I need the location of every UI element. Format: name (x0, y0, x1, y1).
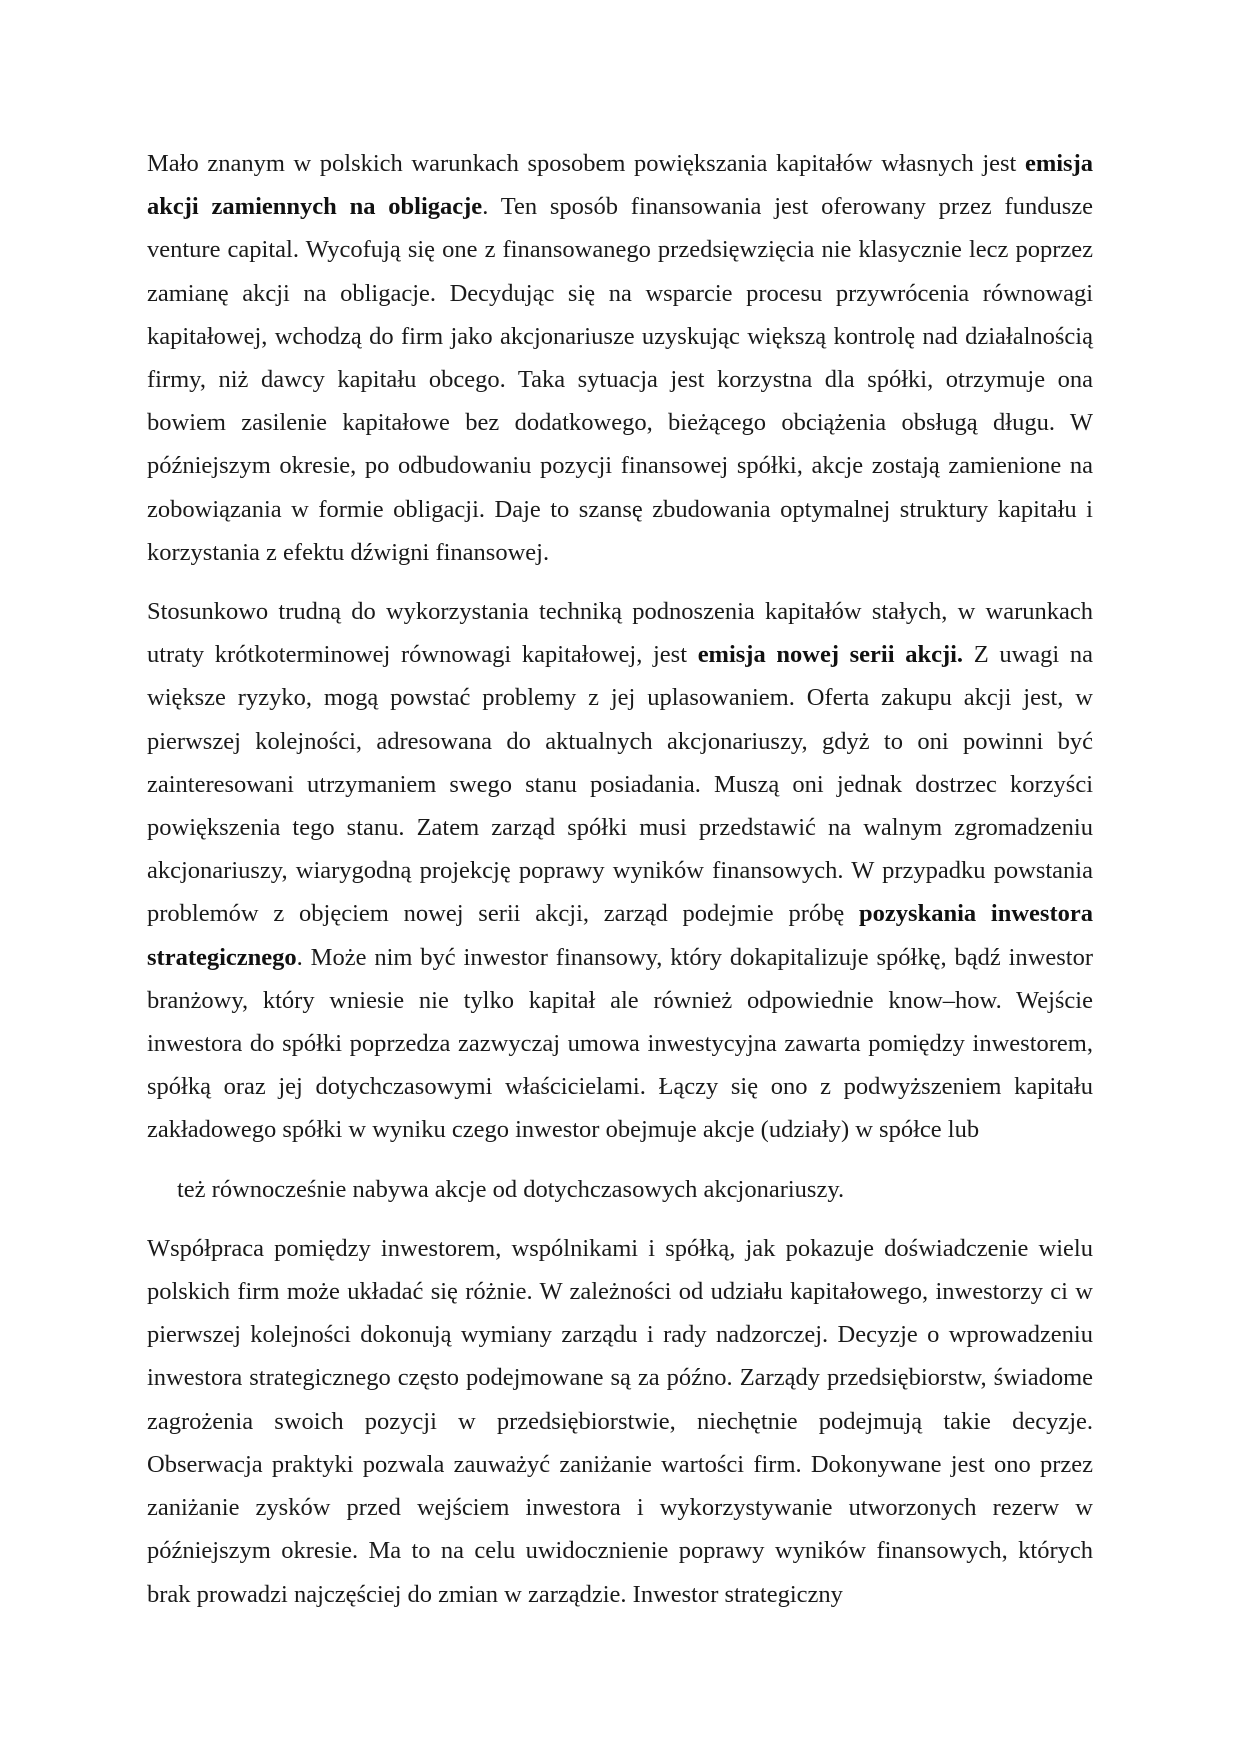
paragraph-text: też równocześnie nabywa akcje od dotychczasowych akcjonariuszy. (177, 1175, 845, 1203)
paragraph-continuation-line (147, 1168, 1093, 1211)
bold-term: pozyskania inwestora strategicznego (147, 900, 1093, 971)
paragraph-text: . Może nim być inwestor finansowy, który dokapitalizuje spółkę, bądź inwestor branżowy, który wniesie nie tylko kapitał ale również odpowiednie know–how. Wejście inwestora do spółki poprzedza zazwyczaj umowa inwestycyjna zawarta pomiędzy inwestorem, spółką oraz jej dotychczasowymi właścicielami. Łączy się ono z podwyższeniem kapitału zakładowego spółki w wyniku czego inwestor obejmuje akcje (udziały) w spółce lub (147, 943, 1093, 1144)
document-body (147, 142, 1093, 1616)
paragraph-convertible-shares (147, 142, 1093, 574)
paragraph-investor-cooperation (147, 1227, 1093, 1616)
paragraph-text: Stosunkowo trudną do wykorzystania techniką podnoszenia kapitałów stałych, w warunkach utraty krótkoterminowej równowagi kapitałowej, jest (147, 598, 1093, 669)
paragraph-text: Z uwagi na większe ryzyko, mogą powstać problemy z jej uplasowaniem. Oferta zakupu akcji jest, w pierwszej kolejności, adresowana do aktualnych akcjonariuszy, gdyż to oni powinni być zainteresowani utrzymaniem swego stanu posiadania. Muszą oni jednak dostrzec korzyści powiększenia tego stanu. Zatem zarząd spółki musi przedstawić na walnym zgromadzeniu akcjonariuszy, wiarygodną projekcję poprawy wyników finansowych. W przypadku powstania problemów z objęciem nowej serii akcji, zarząd podejmie próbę (147, 641, 1094, 928)
bold-term: emisja akcji zamiennych na obligacje (147, 150, 1093, 221)
bold-term: emisja nowej serii akcji. (697, 641, 964, 669)
paragraph-new-share-issue (147, 590, 1093, 1152)
paragraph-text: Współpraca pomiędzy inwestorem, wspólnikami i spółką, jak pokazuje doświadczenie wielu polskich firm może układać się różnie. W zależności od udziału kapitałowego, inwestorzy ci w pierwszej kolejności dokonują wymiany zarządu i rady nadzorczej. Decyzje o wprowadzeniu inwestora strategicznego często podejmowane są za późno. Zarządy przedsiębiorstw, świadome zagrożenia swoich pozycji w przedsiębiorstwie, niechętnie podejmują takie decyzje. Obserwacja praktyki pozwala zauważyć zaniżanie wartości firm. Dokonywane jest ono przez zaniżanie zysków przed wejściem inwestora i wykorzystywanie utworzonych rezerw w późniejszym okresie. Ma to na celu uwidocznienie poprawy wyników finansowych, których brak prowadzi najczęściej do zmian w zarządzie. Inwestor strategiczny (147, 1234, 1093, 1608)
paragraph-text: . Ten sposób finansowania jest oferowany przez fundusze venture capital. Wycofują się one z finansowanego przedsięwzięcia nie klasycznie lecz poprzez zamianę akcji na obligacje. Decydując się na wsparcie procesu przywrócenia równowagi kapitałowej, wchodzą do firm jako akcjonariusze uzyskując większą kontrolę nad działalnością firmy, niż dawcy kapitału obcego. Taka sytuacja jest korzystna dla spółki, otrzymuje ona bowiem zasilenie kapitałowe bez dodatkowego, bieżącego obciążenia obsługą długu. W późniejszym okresie, po odbudowaniu pozycji finansowej spółki, akcje zostają zamienione na zobowiązania w formie obligacji. Daje to szansę zbudowania optymalnej struktury kapitału i korzystania z efektu dźwigni finansowej. (147, 193, 1093, 566)
paragraph-text: Mało znanym w polskich warunkach sposobem powiększania kapitałów własnych jest (147, 150, 1025, 177)
